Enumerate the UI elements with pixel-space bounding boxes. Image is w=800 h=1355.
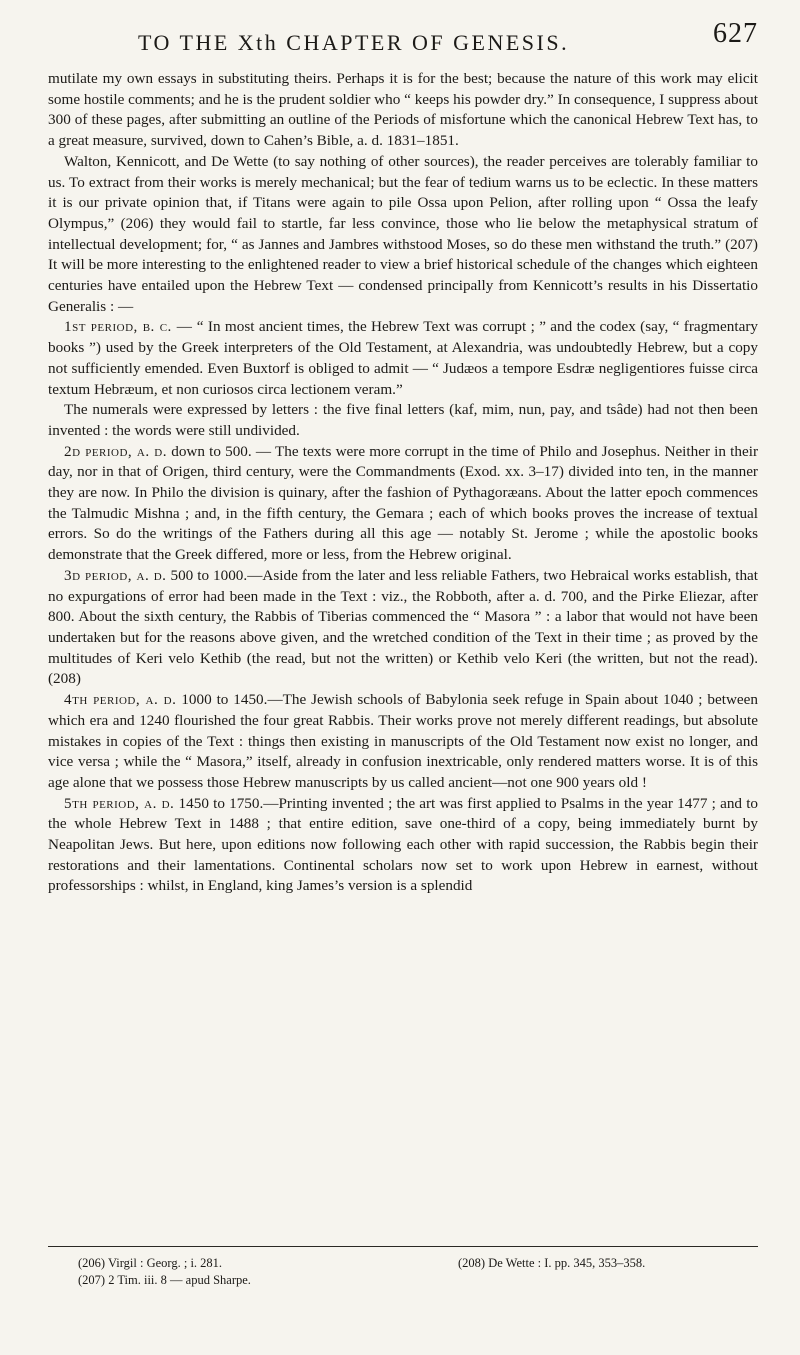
page-header (48, 18, 758, 58)
paragraph-text: The numerals were expressed by letters : the five final letters (kaf, mim, nun, pay, and tsâde) had not then been invented : the words were still undivided. (48, 401, 758, 439)
paragraph-text: Walton, Kennicott, and De Wette (to say nothing of other sources), the reader perceives are tolerably familiar to us. To extract from their works is merely mechanical; but the fear of tedium warns us to be eclectic. In these matters it is our private opinion that, if Titans were again to pile Ossa upon Pelion, after rolling upon “ Ossa the leafy Olympus,” (206) they would fail to startle, far less convince, those who lie below the metaphysical stratum of intellectual development; for, “ as Jannes and Jambres withstood Moses, so do these men withstand the truth.” (207) It will be more interesting to the enlightened reader to view a brief historical schedule of the changes which eighteen centuries have entailed upon the Hebrew Text — condensed principally from Kennicott’s results in his Dissertatio Generalis : — (48, 152, 758, 315)
period-paragraph (48, 794, 758, 898)
footnote-divider (48, 1246, 758, 1247)
period-label: 4th period, a. d. (64, 691, 177, 709)
period-paragraph (48, 442, 758, 566)
paragraph-text: 500 to 1000.—Aside from the later and less reliable Fathers, two Hebraical works establish, that no expurgations of error had been made in the Text : viz., the Robboth, after a. d. 700, and the Pirke Eliezar, after 800. About the sixth century, the Rabbis of Tiberias commenced the “ Masora ” : a labor that would not have been undertaken but for the reasons above given, and the wretched condition of the Text in their time ; as proved by the multitudes of Keri velo Kethib (the read, but not the written) or Kethib velo Keri (the written, but not the read). (208) (48, 566, 759, 688)
period-label: 2d period, a. d. (64, 442, 168, 460)
paragraph-text: 1450 to 1750.—Printing invented ; the art was first applied to Psalms in the year 1477 ; and to the whole Hebrew Text in 1488 ; that entire edition, save one-third of a copy, being immediately burnt by Neapolitan Jews. But here, upon editions now following each other with rapid succession, the Rabbis begin their restorations and their lamentations. Continental scholars now set to work upon Hebrew in earnest, without professorships : whilst, in England, king James’s version is a splendid (48, 794, 759, 895)
period-label: 1st period, b. c. — (64, 318, 193, 336)
period-paragraph (48, 317, 758, 400)
period-label: 3d period, a. d. (64, 566, 167, 584)
footnote-207: (207) 2 Tim. iii. 8 — apud Sharpe. (78, 1273, 251, 1287)
paragraph-text: mutilate my own essays in substituting theirs. Perhaps it is for the best; because the nature of this work may elicit some hostile comments; and he is the prudent soldier who “ keeps his powder dry.” In consequence, I suppress about 300 of these pages, after submitting an outline of the Periods of misfortune which the canonical Hebrew Text has, to a great measure, survived, down to Cahen’s Bible, a. d. 1831–1851. (48, 70, 758, 150)
footnote-208: (208) De Wette : I. pp. 345, 353–358. (458, 1256, 646, 1270)
running-head: TO THE Xth CHAPTER OF GENESIS. (138, 30, 570, 55)
period-paragraph (48, 690, 758, 794)
body-text (48, 69, 758, 897)
footnotes-left-column (78, 1255, 408, 1289)
period-paragraph (48, 566, 758, 690)
period-label: 5th period, a. d. (64, 794, 175, 812)
paragraph (48, 69, 758, 152)
paragraph-text: down to 500. — The texts were more corrupt in the time of Philo and Josephus. Neither in their day, nor in that of Origen, third century, were the Commandments (Exod. xx. 3–17) divided into ten, in the manner they are now. In Philo the division is quinary, after the fashion of Pythagoræans. About the latter epoch commences the Talmudic Mishna ; and, in the fifth century, the Gemara ; each of which books proves the increase of textual errors. So do the writings of the Fathers during all this age — notably St. Jerome ; while the apostolic books demonstrate that the Greek differed, more or less, from the Hebrew original. (48, 442, 758, 564)
paragraph (48, 400, 758, 441)
footnote-206: (206) Virgil : Georg. ; i. 281. (78, 1256, 223, 1270)
paragraph (48, 152, 758, 318)
paragraph-text: 1000 to 1450.—The Jewish schools of Babylonia seek refuge in Spain about 1040 ; between which era and 1240 flourished the four great Rabbis. Their works prove not merely different readings, but absolute mistakes in copies of the Text : things then existing in manuscripts of the Old Testament now exist no longer, and vice versa ; while the “ Masora,” itself, already in confusion inextricable, only rendered matters worse. It is of this age alone that we possess those Hebrew manuscripts by us called ancient—not one 900 years old ! (48, 691, 758, 791)
page-number: 627 (713, 18, 758, 49)
paragraph-text: “ In most ancient times, the Hebrew Text was corrupt ; ” and the codex (say, “ fragmentary books ”) used by the Greek interpreters of the Old Testament, at Alexandria, was undoubtedly Hebrew, but a copy not sufficiently emended. Even Buxtorf is obliged to admit — “ Judæos a tempore Esdræ negligentiores fuisse circa textum Hebræum, et non curiosos circa lectionem veram.” (48, 318, 758, 398)
footnotes-right-column (458, 1255, 758, 1272)
